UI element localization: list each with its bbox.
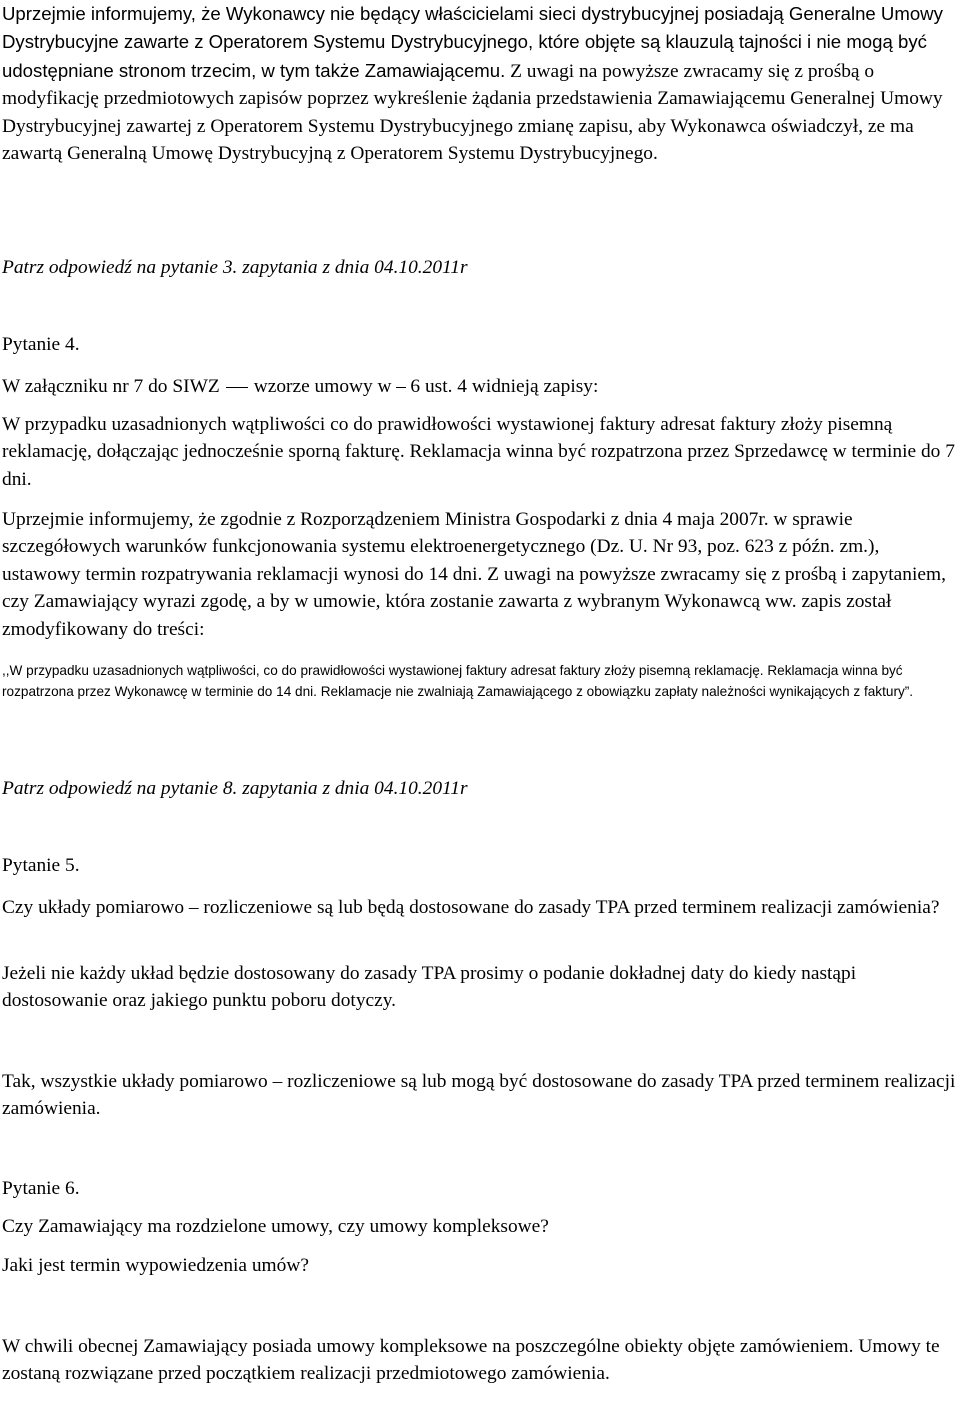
question-6-heading: Pytanie 6.: [2, 1178, 80, 1199]
question-4-proposed-clause: ,,W przypadku uzasadnionych wątpliwości, co do prawidłowości wystawionej faktury adresat faktury złoży pisemną reklamację. Reklamacja winna być rozpatrzona przez Wykonawcę w terminie do 14 dni. Reklamacje nie zwalniają Zamawiającego z obowiązku zapłaty należności wynikających z faktury”.: [2, 663, 914, 699]
question-4-regulation-paragraph: Uprzejmie informujemy, że zgodnie z Rozporządzeniem Ministra Gospodarki z dnia 4 maja 2007r. w sprawie szczegółowych warunków funkcjonowania systemu elektroenergetycznego (Dz. U. Nr 93, poz. 623 z późn. zm.), ustawowy termin rozpatrywania reklamacji wynosi do 14 dni. Z uwagi na powyższe zwracamy się z prośbą i zapytaniem, czy Zamawiający wyrazi zgodę, a by w umowie, która zostanie zawarta z wybranym Wykonawcą ww. zapis został zmodyfikowany do treści:: [2, 509, 946, 640]
question-5-question: Czy układy pomiarowo – rozliczeniowe są lub będą dostosowane do zasady TPA przed terminem realizacji zamówienia?: [2, 897, 940, 918]
question-6-question-2: Jaki jest termin wypowiedzenia umów?: [2, 1255, 309, 1276]
section-sign-icon: [396, 387, 406, 388]
q4-dash-1: [226, 387, 248, 388]
question-5-answer: Tak, wszystkie układy pomiarowo – rozliczeniowe są lub mogą być dostosowane do zasady TPA przed terminem realizacji zamówienia.: [2, 1071, 956, 1120]
paragraph-gdu-sans: Uprzejmie informujemy, że Wykonawcy nie będący właścicielami sieci dystrybucyjnej posiadają Generalne Umowy Dystrybucyjne zawarte z Operatorem Systemu Dystrybucyjnego, które objęte są klauzulą tajności i nie mogą być udostępniane stronom trzecim, w tym także Zamawiającemu.: [2, 3, 943, 81]
question-5-heading: Pytanie 5.: [2, 855, 80, 876]
question-4-intro: [2, 373, 960, 400]
q4-intro-part-a: W załączniku nr 7 do SIWZ: [2, 376, 220, 397]
question-6-question-1: Czy Zamawiający ma rozdzielone umowy, czy umowy kompleksowe?: [2, 1216, 549, 1237]
answer-q8-reference: Patrz odpowiedź na pytanie 8. zapytania z dnia 04.10.2011r: [2, 778, 468, 799]
q4-intro-part-b: wzorze umowy w: [253, 376, 392, 397]
paragraph-gdu-request: [2, 0, 960, 167]
question-6-answer: W chwili obecnej Zamawiający posiada umowy kompleksowe na poszczególne obiekty objęte zamówieniem. Umowy te zostaną rozwiązane przed początkiem realizacji przedmiotowego zamówienia.: [2, 1336, 940, 1385]
question-4-contract-clause: W przypadku uzasadnionych wątpliwości co do prawidłowości wystawionej faktury adresat faktury złoży pisemną reklamację, dołączając jednocześnie sporną fakturę. Reklamacja winna być rozpatrzona przez Sprzedawcę w terminie do 7 dni.: [2, 414, 955, 490]
paragraph-gdu-serif: Z uwagi na powyższe zwracamy się z prośbą o modyfikację przedmiotowych zapisów poprzez wykreślenie żądania przedstawienia Zamawiającemu Generalnej Umowy Dystrybucyjnej zawartej z Operatorem Systemu Dystrybucyjnego zmianę zapisu, aby Wykonawca oświadczył, ze ma zawartą Generalną Umowę Dystrybucyjną z Operatorem Systemu Dystrybucyjnego.: [2, 60, 943, 165]
question-4-heading: Pytanie 4.: [2, 334, 80, 355]
q4-intro-part-c: 6 ust. 4 widnieją zapisy:: [405, 376, 599, 397]
answer-q3-reference: Patrz odpowiedź na pytanie 3. zapytania z dnia 04.10.2011r: [2, 257, 468, 278]
question-5-followup: Jeżeli nie każdy układ będzie dostosowany do zasady TPA prosimy o podanie dokładnej daty do kiedy nastąpi dostosowanie oraz jakiego punktu poboru dotyczy.: [2, 963, 857, 1012]
